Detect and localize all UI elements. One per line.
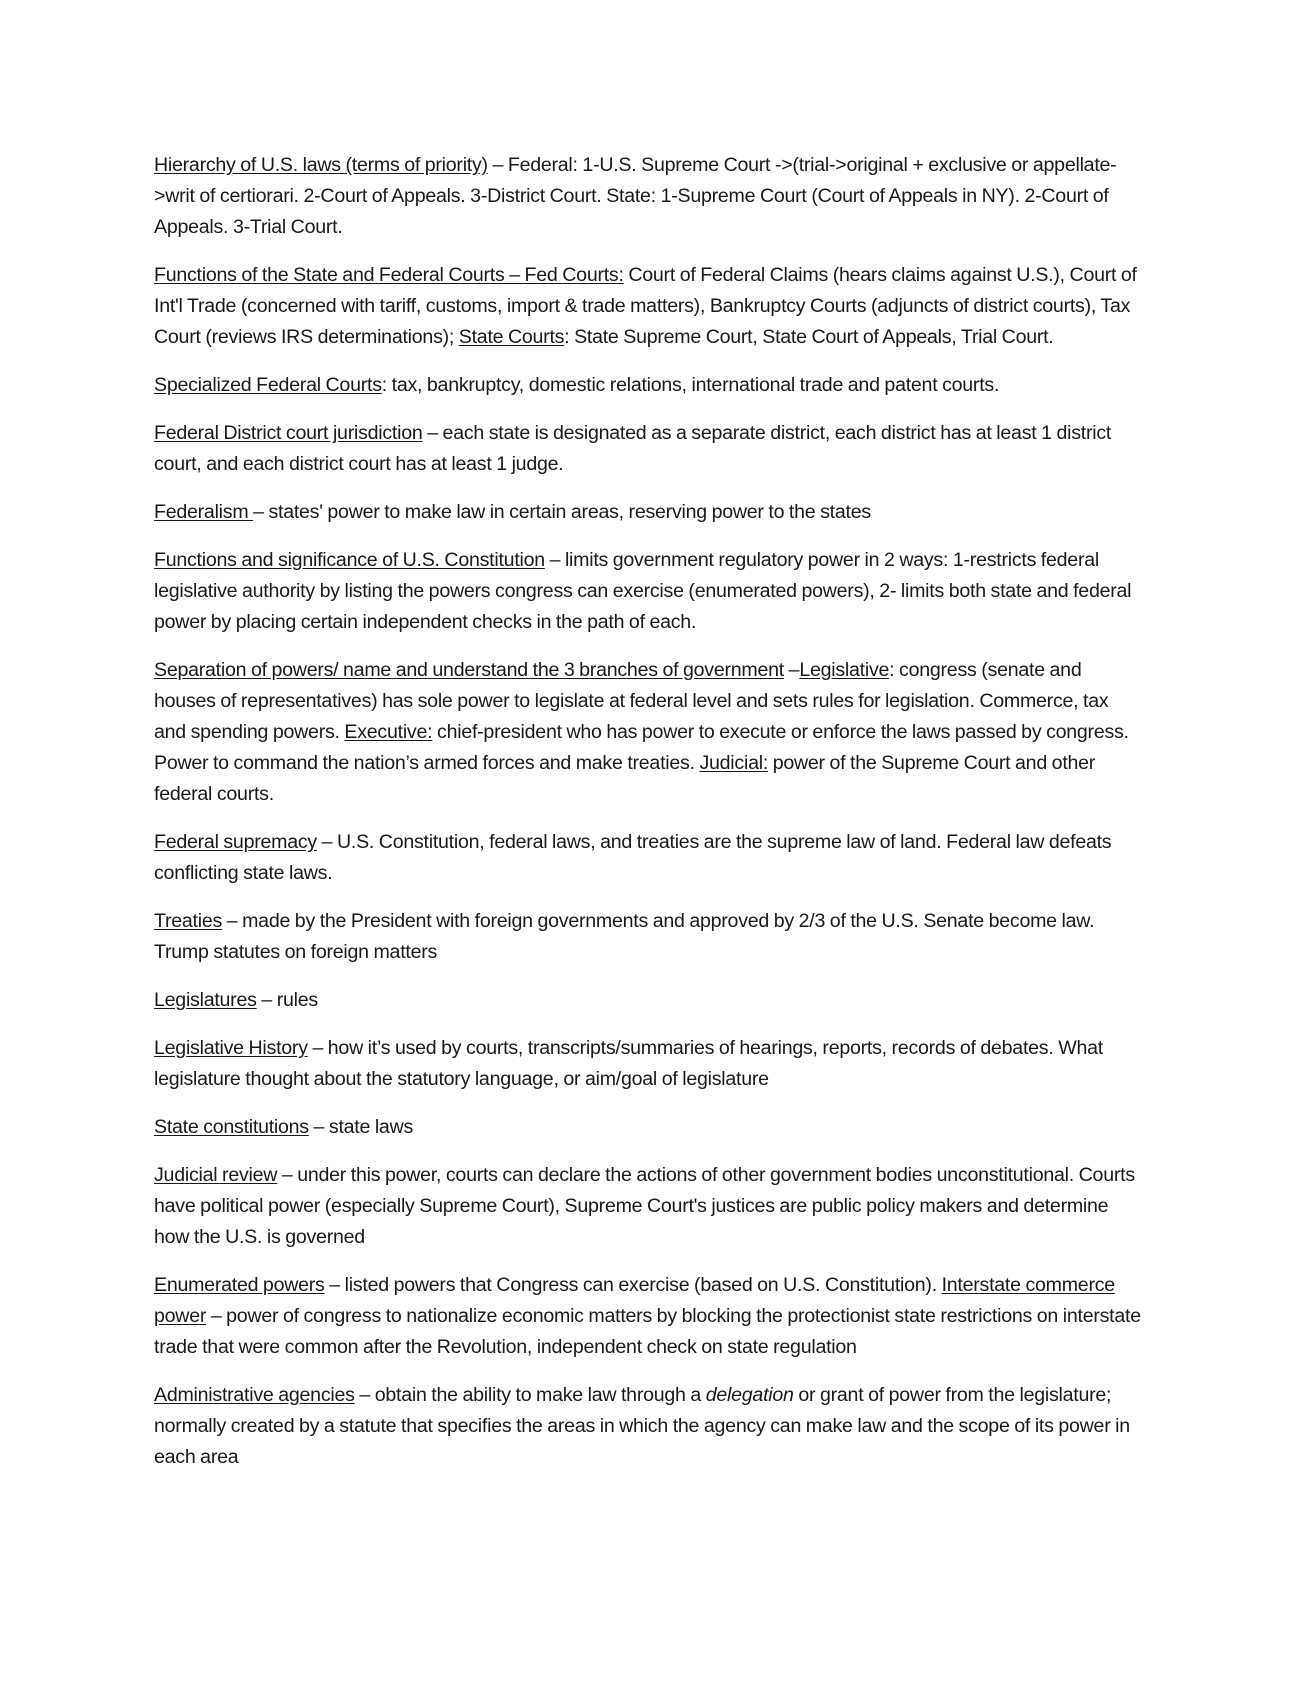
paragraph (154, 150, 1144, 243)
body-text: – made by the President with foreign governments and approved by 2/3 of the U.S. Senate become law. Trump statutes on foreign matters (154, 910, 1095, 963)
body-text: – listed powers that Congress can exercise (based on U.S. Constitution). (324, 1274, 942, 1296)
body-text: : State Supreme Court, State Court of Appeals, Trial Court. (564, 326, 1054, 348)
term-heading: Hierarchy of U.S. laws (terms of priority) (154, 154, 488, 176)
body-text: : congress (senate and houses of representatives) has sole power to legislate at federal level and sets rules for legislation. Commerce, tax and spending powers. (154, 659, 1109, 743)
term-heading: Federalism (154, 501, 254, 523)
paragraph (154, 545, 1144, 638)
body-text: – limits government regulatory power in 2 ways: 1-restricts federal legislative authority by listing the powers congress can exercise (enumerated powers), 2- limits both state and federal power by placing certain independent checks in the path of each. (154, 549, 1132, 633)
paragraph (154, 1380, 1144, 1473)
term-heading: Treaties (154, 910, 223, 932)
term-heading: Specialized Federal Courts (154, 374, 382, 396)
paragraph (154, 985, 1144, 1016)
term-heading: Federal District court jurisdiction (154, 422, 423, 444)
body-text: – U.S. Constitution, federal laws, and treaties are the supreme law of land. Federal law defeats conflicting state laws. (154, 831, 1112, 884)
body-text: – under this power, courts can declare the actions of other government bodies unconstitutional. Courts have political power (especially Supreme Court), Supreme Court's justices are public policy makers and determine how the U.S. is governed (154, 1164, 1135, 1248)
body-text: – how it’s used by courts, transcripts/summaries of hearings, reports, records of debates. What legislature thought about the statutory language, or aim/goal of legislature (154, 1037, 1103, 1090)
term-heading: Judicial: (699, 752, 769, 774)
body-text: – Federal: 1-U.S. Supreme Court ->(trial->original + exclusive or appellate->writ of certiorari. 2-Court of Appeals. 3-District Court. State: 1-Supreme Court (Court of Appeals in NY). 2-Court of Appeals. 3-Trial Court. (154, 154, 1117, 238)
term-heading: State Courts (458, 326, 565, 348)
term-heading: Administrative agencies (154, 1384, 355, 1406)
term-heading: Enumerated powers (154, 1274, 325, 1296)
body-text: or grant of power from the legislature; normally created by a statute that specifies the areas in which the agency can make law and the scope of its power in each area (154, 1384, 1130, 1468)
term-heading: Functions of the State and Federal Courts – Fed Courts: (154, 264, 624, 286)
term-heading: Legislatures (154, 989, 257, 1011)
term-heading: Interstate commerce power (154, 1274, 1115, 1327)
paragraph (154, 260, 1144, 353)
paragraph (154, 1112, 1144, 1143)
term-heading: Legislative (799, 659, 890, 681)
body-text: – each state is designated as a separate district, each district has at least 1 district court, and each district court has at least 1 judge. (154, 422, 1112, 475)
term-heading: Federal supremacy (154, 831, 317, 853)
body-text: chief-president who has power to execute or enforce the laws passed by congress. Power to command the nation’s armed forces and make treaties. (154, 721, 1129, 774)
paragraph (154, 1033, 1144, 1095)
paragraph (154, 418, 1144, 480)
document-body (154, 150, 1144, 1490)
term-heading: State constitutions (154, 1116, 309, 1138)
paragraph (154, 370, 1144, 401)
body-text: – (783, 659, 800, 681)
body-text: – obtain the ability to make law through a (354, 1384, 706, 1406)
body-text: : tax, bankruptcy, domestic relations, international trade and patent courts. (381, 374, 1000, 396)
term-heading: Separation of powers/ name and understand the 3 branches of government (154, 659, 784, 681)
body-text: Court of Federal Claims (hears claims against U.S.), Court of Int'l Trade (concerned with tariff, customs, import & trade matters), Bankruptcy Courts (adjuncts of district courts), Tax Court (reviews IRS determinations); (154, 264, 1137, 348)
term-heading: Functions and significance of U.S. Constitution (154, 549, 545, 571)
term-heading: Executive: (344, 721, 433, 743)
paragraph (154, 497, 1144, 528)
paragraph (154, 1160, 1144, 1253)
body-text: – states' power to make law in certain areas, reserving power to the states (253, 501, 871, 523)
paragraph (154, 906, 1144, 968)
paragraph (154, 655, 1144, 810)
body-text: – power of congress to nationalize economic matters by blocking the protectionist state restrictions on interstate trade that were common after the Revolution, independent check on state regulation (154, 1305, 1141, 1358)
body-text: – rules (256, 989, 318, 1011)
term-heading: Judicial review (154, 1164, 278, 1186)
paragraph (154, 1270, 1144, 1363)
emphasis-text: delegation (705, 1384, 794, 1406)
paragraph (154, 827, 1144, 889)
term-heading: Legislative History (154, 1037, 308, 1059)
body-text: power of the Supreme Court and other federal courts. (154, 752, 1096, 805)
body-text: – state laws (308, 1116, 414, 1138)
